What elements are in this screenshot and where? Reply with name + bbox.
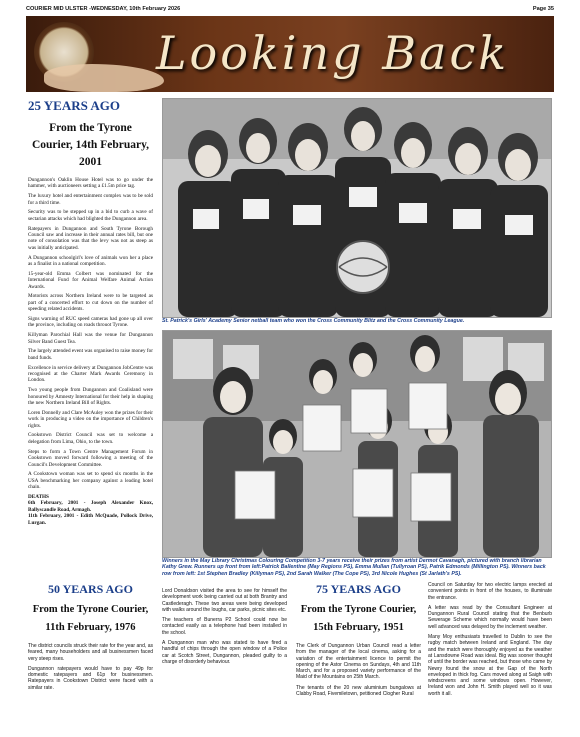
section-75-years: [296, 582, 421, 701]
paragraph: 15-year-old Emma Colbert was nominated for the International Fund for Animal Welfare Animal Action Awards.: [28, 270, 153, 290]
section-subheading: From the Tyrone Courier, 14th February, 2001: [31, 122, 150, 168]
paragraph: Two young people from Dungannon and Coalisland were honoured by Amnesty International for their help in shaping the new Northern Ireland Bill of Rights.: [28, 387, 153, 407]
netball-team-image: [163, 99, 551, 317]
section-heading: 25 YEARS AGO: [28, 98, 120, 113]
section-heading: 50 YEARS AGO: [48, 582, 133, 596]
paragraph: The largely attended event was organised to raise money for band funds.: [28, 348, 153, 361]
paragraph: Steps to form a Town Centre Management Forum in Cookstown moved forward following a meeting of the Council's Development Committee.: [28, 448, 153, 468]
paragraph: Motorists across Northern Ireland were to be targeted as part of a concerted effort to cut down on the number of speeding related accidents.: [28, 293, 153, 313]
photo-caption: St. Patrick's Girls' Academy Senior netball team who won the Cross Community Blitz and the Cross Community League.: [162, 318, 465, 324]
deaths-heading: DEATHS: [28, 493, 49, 500]
colouring-competition-image: [163, 331, 551, 557]
paragraph: The district councils struck their rate for the year and, as feared, many householders and all businessmen faced very steep rises.: [28, 643, 153, 662]
paragraph: Excellence in service delivery at Dungannon JobCentre was recognised at the Charter Mark Awards Ceremony in London.: [28, 364, 153, 384]
paragraph: Ratepayers in Dungannon and South Tyrone Borough Council saw and increase in their annual rates bill, but one note of consolation was that the levy was not as steep as was initially anticipated.: [28, 225, 153, 251]
paragraph: Lord Donaldson visited the area to see for himself the development work being carried out at both Brantry and Castlederagh. These two areas were being developed with walks around the loughs, car parks, picnic sites etc.: [162, 588, 287, 613]
banner-title: Looking Back: [156, 26, 510, 80]
section-25-years: [28, 98, 153, 529]
paragraph: Cookstown District Council was set to welcome a delegation from Lima, Ohio, to the town.: [28, 432, 153, 445]
page-number: Page 35: [532, 6, 554, 12]
paragraph: Security was to be stepped up in a bid to curb a wave of sectarian attacks which had blighted the Dungannon area.: [28, 209, 153, 222]
masthead: [26, 6, 554, 12]
paragraph: The tenants of the 20 new aluminium bungalows at Clabby Road, Fivemiletown, petitioned Clogher Rural: [296, 684, 421, 698]
paragraph: A Dungannon man who was stated to have fired a handful of chips through the open window of a Police car at Scotch Street, Dungannon, pleaded guilty to a charge of disorderly behaviour.: [162, 640, 287, 665]
hand-image: [44, 64, 164, 92]
death-notice: 11th February, 2001 - Edith McQuade, Pollock Drive, Lurgan.: [28, 513, 153, 526]
paragraph: The Clerk of Dungannon Urban Council read a letter from the manager of the local cinema, asking for a variation of the entertainment licence to permit the opening of the Astor Cinema on Sundays, 4th and 11th March, and for a proposed variety performance of the Maid of the Mountains on 25th March.: [296, 643, 421, 681]
paragraph: A Cookstown woman was set to spend six months in the USA benchmarking her company against a leading hotel chain.: [28, 471, 153, 491]
paragraph: A letter was read by the Consultant Engineer at Dungannon Rural Council stating that the Benburb Sewerage Scheme which normally would have been well advanced was delayed by the inclement weather.: [428, 604, 552, 630]
paragraph: Signs warning of RUC speed cameras had gone up all over the province, including on roads throuot Tyrone.: [28, 316, 153, 329]
section-heading: 75 YEARS AGO: [316, 582, 401, 596]
looking-back-banner: [26, 16, 554, 92]
column-3: [162, 588, 287, 669]
section-50-years: [28, 582, 153, 695]
section-subheading: From the Tyrone Courier, 15th February, 1951: [300, 604, 417, 633]
section-subheading: From the Tyrone Courier, 11th February, 1976: [32, 604, 149, 633]
paragraph: Many Moy enthusiasts travelled to Dublin to see the rugby match between Ireland and England. The day and the match were thoroughly enjoyed as the weather at Lansdowne Road was ideal. Big was sooner thought of until the border was reached, but those who came by Newry found the snow at the Gap of the North enveloped in thick fog. Cars moved along at Saigh with windscreens and some windows open. However, Ireland won and John H. Smith played well so it was worth it all.: [428, 634, 552, 697]
paragraph: A Dungannon schoolgirl's love of animals won her a place as a finalist in a national competition.: [28, 254, 153, 268]
photo-caption: Winners in the May Library Christmas Colouring Competition 3-7 years receive their prizes from artist Dermot Cavanagh, pictured with branch librarian Kathy Grew. Runners up front from left:Patrick Ballentine (May Regions PS), Emma Mullan (Tullyroan PS), Patrik Edmonds (Millington PS). Winners back row from left: 1st Stephen Bradley (Killyman PS), 2nd Sarah Walker (The Cope PS), 3rd Nicole Hughes (St Jarlath's PS).: [162, 558, 546, 577]
paragraph: Loren Donnelly and Clare McAuley won the prizes for their work in producing a video on the importance of Children's rights.: [28, 409, 153, 429]
paragraph: Killyman Parochial Hall was the venue for Dungannon Silver Band Guest Tea.: [28, 332, 153, 345]
masthead-date: COURIER MID ULSTER -WEDNESDAY, 10th February 2026: [26, 6, 181, 12]
colouring-competition-photo: [162, 330, 552, 558]
paragraph: Dungannon's Oaklin House Hotel was to go under the hammer, with auctioneers setting a £1.5m price tag.: [28, 177, 153, 190]
paragraph: Council on Saturday for two electric lamps erected at convenient points in front of the houses, to illuminate the entrance.: [428, 582, 552, 601]
netball-team-photo: [162, 98, 552, 318]
section-body: [28, 177, 153, 526]
paragraph: Dungannon ratepayers would have to pay 49p for domestic ratepayers and 61p for businessmen. Ratepayers in Cookstown District were faced with a similar rate.: [28, 665, 153, 691]
death-notice: 6th February, 2001 - Joseph Alexander Knox, Ballyscandle Road, Armagh.: [28, 500, 153, 513]
paragraph: The teachers of Bunerra P2 School could now be contacted easily as a telephone had been installed in the school.: [162, 617, 287, 636]
paragraph: The luxury hotel and entertainment complex was to be sold for a third time.: [28, 193, 153, 206]
column-5: [428, 582, 552, 701]
